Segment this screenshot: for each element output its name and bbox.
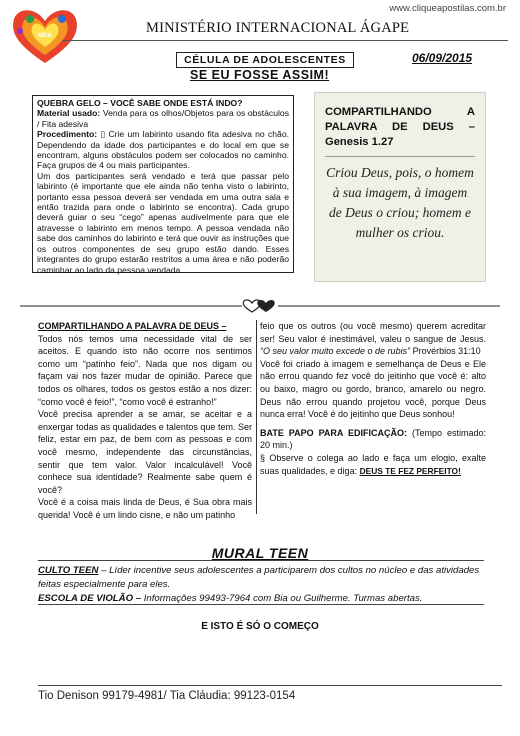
sharing-right-column xyxy=(260,320,486,477)
hearts-divider xyxy=(20,299,500,313)
column-separator xyxy=(256,320,257,514)
escola-text: Informações 99493-7964 com Bia ou Guilherme. Turmas abertas. xyxy=(141,593,423,604)
proverbs-quote: “O seu valor muito excede o de rubis” xyxy=(260,346,411,357)
heart-icon xyxy=(257,300,274,312)
chat-label: BATE PAPO PARA EDIFICAÇÃO: xyxy=(260,427,408,438)
chat-text: § Observe o colega ao lado e faça um elogio, exalte suas qualidades, e diga: xyxy=(260,452,486,476)
sharing-paragraph-1: Todos nós temos uma necessidade vital de ser aceitos. E quando isto não ocorre nos sentimos como um “patinho feio”. Nada que nos digam ou façam vai nos fazer mudar de opinião. Parece que todos os olhares, todos os gestos estão a nos dizer: “como você é feio!”, “como você é estranho!” xyxy=(38,333,252,407)
header-rule xyxy=(62,40,508,41)
scripture-rule xyxy=(325,156,475,157)
cell-title: CÉLULA DE ADOLESCENTES xyxy=(176,52,354,68)
culto-text: – Líder incentive seus adolescentes a participarem dos cultos no núcleo e das atividades feitas especialmente para eles. xyxy=(38,565,480,590)
lesson-title: SE EU FOSSE ASSIM! xyxy=(190,68,330,82)
procedure-text: ▯ Crie um labirinto usando fita adesiva no chão. Dependendo da idade dos participantes e do local em que se encontram, alguns obstáculos podem ser colocados no caminho. Faça grupos de 4 ou mais participantes. xyxy=(37,129,289,171)
sharing-paragraph-2: Você precisa aprender a se amar, se aceitar e a enxergar todas as qualidades e talentos que tem. Ser feliz, estar em paz, de bem com as pessoas e com você mesmo, independente das circunstâncias, sentir que tem valor. Valor incalculável! Você conhece sua identidade? Realmente sabe quem é você? xyxy=(38,409,252,495)
chat-shout: DEUS TE FEZ PERFEITO! xyxy=(359,465,461,476)
site-url: www.cliqueapostilas.com.br xyxy=(389,3,506,14)
sharing-heading: COMPARTILHANDO A PALAVRA DE DEUS – xyxy=(38,321,227,331)
sharing-paragraph-4: feio que os outros (ou você mesmo) querem acreditar ser! Seu valor é inestimável, valeu o sangue de Jesus. xyxy=(260,321,486,344)
culto-label: CULTO TEEN xyxy=(38,565,99,576)
sharing-paragraph-3: Você é a coisa mais linda de Deus, é Sua obra mais querida! Você é um lindo cisne, e não um patinho xyxy=(38,497,252,520)
icebreaker-box xyxy=(32,95,294,273)
escola-label: ESCOLA DE VIOLÃO – xyxy=(38,593,142,604)
scripture-title: COMPARTILHANDO A PALAVRA DE DEUS – Genesis 1.27 xyxy=(325,106,475,148)
procedure-label: Procedimento: xyxy=(37,129,98,140)
procedure-details: Um dos participantes será vendado e terá que passar pelo labirinto (é importante que ele ainda não tenha visto o labirinto, portanto essa pessoa deverá ser vendada em uma outra sala e então trazida para onde o labirinto se encontra). Cada grupo deverá guiar o seu “cego” apenas audivelmente para que ele atravesse o labirinto em menos tempo. A pessoa vendada não sabe dos caminhos do labirinto e terá que ouvir as instruções que os outros componentes de seu grupo estão dando. Esses integrantes do grupo estarão restritos a uma área e não poderão caminhar ao lado da pessoa vendada xyxy=(37,170,289,275)
footer-rule xyxy=(38,685,502,686)
mural-title: MURAL TEEN xyxy=(211,545,309,561)
scripture-verse: Criou Deus, pois, o homem à sua imagem, à imagem de Deus o criou; homem e mulher os criou. xyxy=(326,165,474,240)
material-label: Material usado: xyxy=(37,108,101,119)
closing-text: E ISTO É SÓ O COMEÇO xyxy=(201,621,319,632)
ministry-logo xyxy=(8,5,82,65)
scripture-box xyxy=(314,92,486,282)
chat-time: (Tempo estimado: 20 min.) xyxy=(260,427,486,451)
date: 06/09/2015 xyxy=(412,51,473,65)
mural-box xyxy=(38,560,484,606)
footer-contacts: Tio Denison 99179-4981/ Tia Cláudia: 99123-0154 xyxy=(38,690,296,702)
material-text: Venda para os olhos/Objetos para os obstáculos / Fita adesiva xyxy=(37,108,289,129)
mural-rule xyxy=(38,604,484,605)
sharing-left-column xyxy=(38,320,252,522)
logo-text: MDA xyxy=(38,33,52,39)
proverbs-ref: Provérbios 31:10 xyxy=(410,346,481,357)
icebreaker-heading: QUEBRA GELO – VOCÊ SABE ONDE ESTÁ INDO? xyxy=(37,98,243,108)
header-title: MINISTÉRIO INTERNACIONAL ÁGAPE xyxy=(146,20,410,36)
sharing-paragraph-5: Você foi criado à imagem e semelhança de Deus e Ele não errou quando fez você do jeitinho que você é: alto ou baixo, magro ou gordo, branco, amarelo ou negro. Deus não errou quando projetou você, porque Deus nunca erra! Você é do jeitinho que Deus sonhou! xyxy=(260,358,486,420)
